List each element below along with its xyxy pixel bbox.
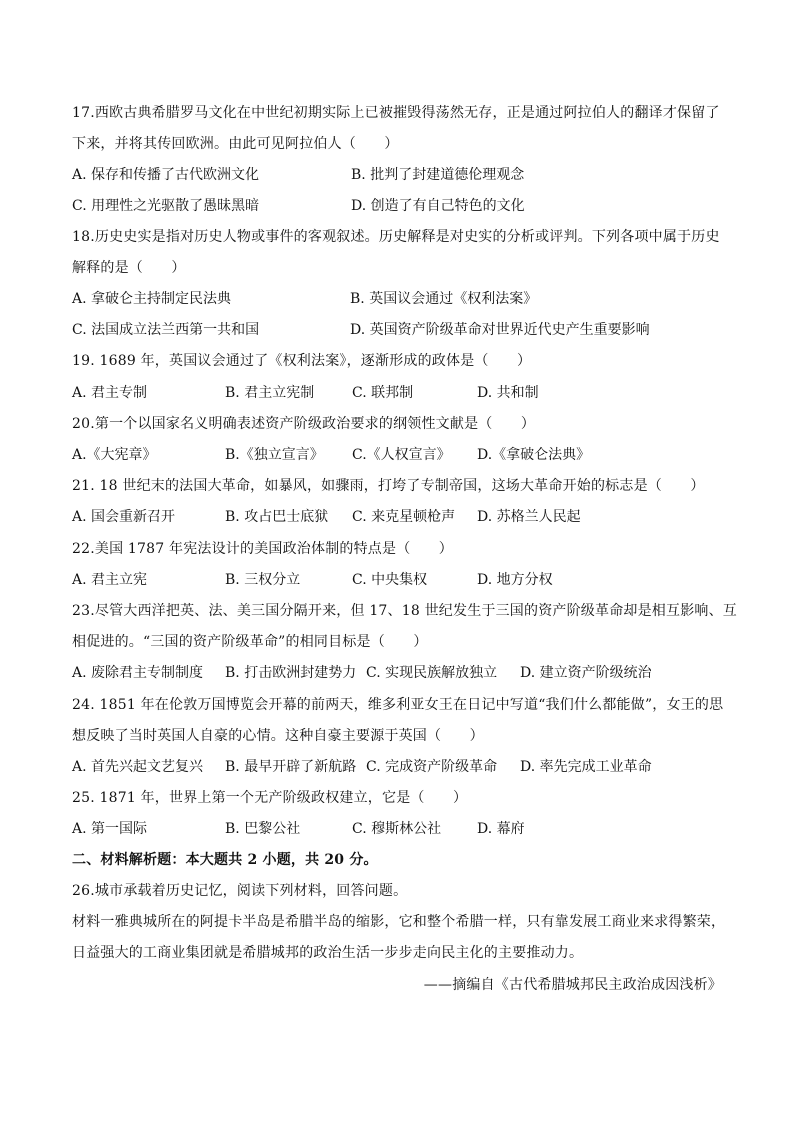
option-a[interactable]: A.《大宪章》	[72, 447, 157, 463]
question-17-options	[72, 165, 722, 185]
option-c[interactable]: C. 完成资产阶级革命	[366, 759, 498, 775]
option-d[interactable]: D. 建立资产阶级统治	[520, 665, 652, 681]
question-19-options	[72, 383, 722, 403]
option-b[interactable]: B. 打击欧洲封建势力	[225, 665, 357, 681]
question-23-line-2: 相促进的。“三国的资产阶级革命”的相同目标是（ ）	[72, 634, 428, 650]
option-b[interactable]: B. 英国议会通过《权利法案》	[350, 291, 538, 307]
option-d[interactable]: D. 创造了有自己特色的文化	[351, 198, 525, 214]
question-24-line-1: 24. 1851 年在伦敦万国博览会开幕的前两天，维多利亚女王在日记中写道“我们什么都能做”，女王的思	[72, 697, 724, 713]
option-c[interactable]: C. 联邦制	[352, 385, 414, 401]
question-26-stem: 26.城市承载着历史记忆，阅读下列材料，回答问题。	[72, 883, 408, 899]
question-24-line-2: 想反映了当时英国人自豪的心情。这种自豪主要源于英国（ ）	[72, 728, 484, 744]
option-c[interactable]: C. 穆斯林公社	[352, 821, 442, 837]
material-1-line-1: 材料一雅典城所在的阿提卡半岛是希腊半岛的缩影，它和整个希腊一样，只有靠发展工商业来求得繁荣，	[72, 914, 726, 930]
option-c[interactable]: C. 中央集权	[352, 572, 428, 588]
question-22-options	[72, 570, 722, 590]
option-d[interactable]: D. 幕府	[477, 821, 525, 837]
option-b[interactable]: B. 君主立宪制	[225, 385, 315, 401]
option-a[interactable]: A. 国会重新召开	[72, 509, 176, 525]
question-23-options	[72, 663, 722, 683]
question-25-line-1: 25. 1871 年，世界上第一个无产阶级政权建立，它是（ ）	[72, 790, 468, 806]
option-b[interactable]: B. 三权分立	[225, 572, 301, 588]
option-a[interactable]: A. 拿破仑主持制定民法典	[72, 291, 232, 307]
option-c[interactable]: C. 实现民族解放独立	[366, 665, 498, 681]
question-25-options	[72, 819, 722, 839]
question-22-line-1: 22.美国 1787 年宪法设计的美国政治体制的特点是（ ）	[72, 541, 453, 557]
question-18-line-1: 18.历史史实是指对历史人物或事件的客观叙述。历史解释是对史实的分析或评判。下列各项中属于历史	[72, 229, 720, 245]
question-21-line-1: 21. 18 世纪末的法国大革命，如暴风，如骤雨，打垮了专制帝国，这场大革命开始的标志是（ ）	[72, 478, 705, 494]
option-b[interactable]: B. 攻占巴士底狱	[225, 509, 329, 525]
question-21-options	[72, 507, 722, 527]
question-19-line-1: 19. 1689 年，英国议会通过了《权利法案》，逐渐形成的政体是（ ）	[72, 353, 532, 369]
question-17-options-2	[72, 196, 722, 216]
question-20-line-1: 20.第一个以国家名义明确表述资产阶级政治要求的纲领性文献是（ ）	[72, 416, 536, 432]
question-23-line-1: 23.尽管大西洋把英、法、美三国分隔开来，但 17、18 世纪发生于三国的资产阶级革命却是相互影响、互	[72, 603, 737, 619]
option-c[interactable]: C. 用理性之光驱散了愚昧黑暗	[72, 198, 260, 214]
option-c[interactable]: C. 法国成立法兰西第一共和国	[72, 322, 260, 338]
option-c[interactable]: C. 来克星顿枪声	[352, 509, 456, 525]
option-a[interactable]: A. 君主立宪	[72, 572, 148, 588]
material-source: ——摘编自《古代希腊城邦民主政治成因浅析》	[423, 977, 722, 993]
option-d[interactable]: D.《拿破仑法典》	[477, 447, 591, 463]
material-1-line-2: 日益强大的工商业集团就是希腊城邦的政治生活一步步走向民主化的主要推动力。	[72, 945, 584, 961]
option-d[interactable]: D. 苏格兰人民起	[477, 509, 581, 525]
question-20-options	[72, 445, 722, 465]
option-a[interactable]: A. 第一国际	[72, 821, 148, 837]
option-d[interactable]: D. 率先完成工业革命	[520, 759, 652, 775]
option-d[interactable]: D. 共和制	[477, 385, 539, 401]
option-b[interactable]: B. 最早开辟了新航路	[225, 759, 357, 775]
option-a[interactable]: A. 首先兴起文艺复兴	[72, 759, 204, 775]
option-a[interactable]: A. 废除君主专制制度	[72, 665, 204, 681]
option-d[interactable]: D. 英国资产阶级革命对世界近代史产生重要影响	[350, 322, 650, 338]
option-d[interactable]: D. 地方分权	[477, 572, 553, 588]
section-2-heading: 二、材料解析题：本大题共 2 小题，共 20 分。	[72, 852, 378, 868]
option-b[interactable]: B.《独立宣言》	[225, 447, 324, 463]
question-18-line-2: 解释的是（ ）	[72, 260, 186, 276]
question-17-line-1: 17.西欧古典希腊罗马文化在中世纪初期实际上已被摧毁得荡然无存，正是通过阿拉伯人的翻译才保留了	[72, 105, 720, 121]
question-17-line-2: 下来，并将其传回欧洲。由此可见阿拉伯人（ ）	[72, 136, 399, 152]
option-b[interactable]: B. 批判了封建道德伦理观念	[351, 167, 525, 183]
question-24-options	[72, 757, 722, 777]
option-a[interactable]: A. 保存和传播了古代欧洲文化	[72, 167, 260, 183]
question-18-options	[72, 289, 722, 309]
option-b[interactable]: B. 巴黎公社	[225, 821, 301, 837]
option-a[interactable]: A. 君主专制	[72, 385, 148, 401]
question-18-options-2	[72, 320, 722, 340]
option-c[interactable]: C.《人权宣言》	[352, 447, 451, 463]
